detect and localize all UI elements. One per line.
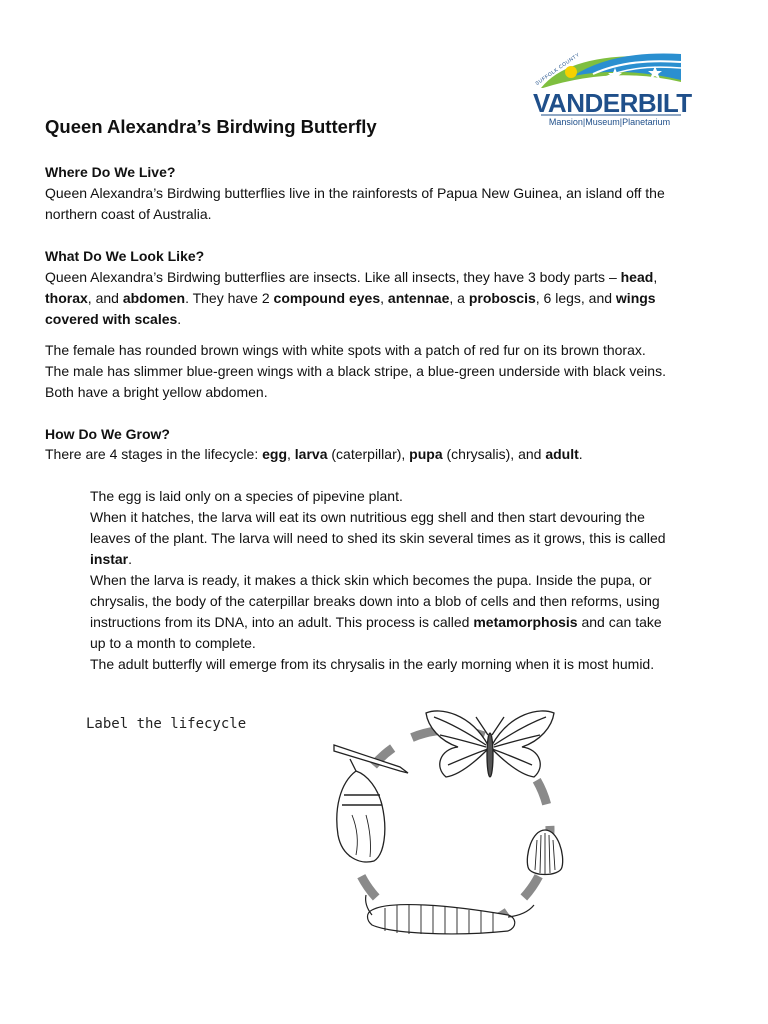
- paragraph-appearance: The female has rounded brown wings with white spots with a patch of red fur on its brown thorax. The male has slimmer blue-green wings with a black stripe, a blue-green underside with black veins. Both have a bright yellow abdomen.: [45, 342, 666, 400]
- heading-where-live: Where Do We Live?: [45, 164, 176, 180]
- paragraph-stages: There are 4 stages in the lifecycle: egg, larva (caterpillar), pupa (chrysalis), and adult.: [45, 446, 583, 462]
- logo-county: SUFFOLK COUNTY: [534, 51, 582, 87]
- label-lifecycle-prompt: Label the lifecycle: [86, 716, 247, 732]
- butterfly-icon[interactable]: [426, 711, 554, 777]
- page-title: Queen Alexandra’s Birdwing Butterfly: [45, 116, 377, 137]
- paragraph-body-parts: Queen Alexandra’s Birdwing butterflies are insects. Like all insects, they have 3 body parts – head, thorax, and abdomen. They have 2 compound eyes, antennae, a proboscis, 6 legs, and wings covered with scales.: [45, 269, 658, 327]
- heading-how-grow: How Do We Grow?: [45, 426, 170, 442]
- lifecycle-details: The egg is laid only on a species of pipevine plant. When it hatches, the larva will eat its own nutritious egg shell and then start devouring the leaves of the plant. The larva will need to shed its skin several times as it grows, this is called instar. When the larva is ready, it makes a thick skin which becomes the pupa. Inside the pupa, or chrysalis, the body of the caterpillar breaks down into a blob of cells and then reforms, using instructions from its DNA, into an adult. This process is called metamorphosis and can take up to a month to complete. The adult butterfly will emerge from its chrysalis in the early morning when it is most humid.: [90, 488, 666, 672]
- paragraph-where-live: Queen Alexandra’s Birdwing butterflies live in the rainforests of Papua New Guinea, an island off the northern coast of Australia.: [45, 185, 665, 222]
- egg-icon[interactable]: [527, 830, 562, 875]
- lifecycle-diagram: [330, 705, 570, 945]
- chrysalis-icon[interactable]: [334, 745, 408, 862]
- heading-look-like: What Do We Look Like?: [45, 248, 205, 264]
- vanderbilt-logo: [533, 46, 692, 132]
- logo-brand: VANDERBILT: [533, 88, 692, 118]
- logo-subtitle: Mansion|Museum|Planetarium: [548, 117, 671, 127]
